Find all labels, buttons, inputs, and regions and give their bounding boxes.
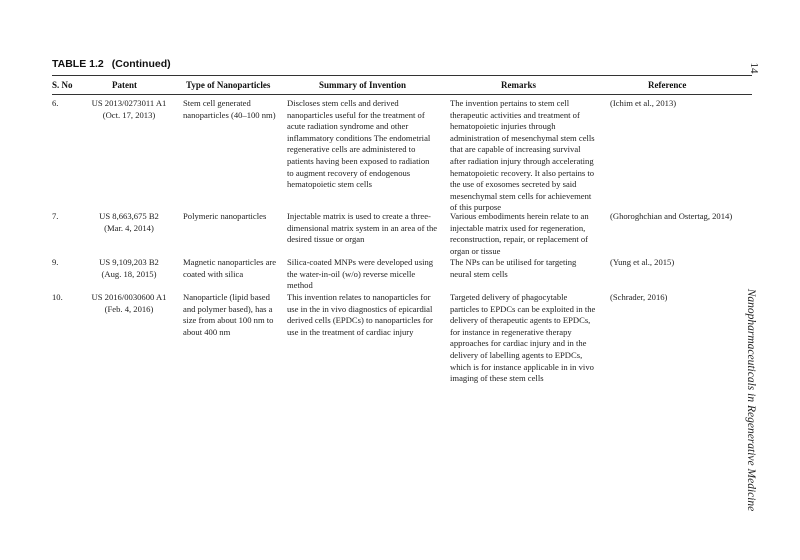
column-header-reference: Reference	[648, 80, 687, 90]
table-header-rule	[52, 94, 752, 95]
cell-reference: (Ghoroghchian and Ostertag, 2014)	[610, 211, 733, 221]
cell-sno: 10.	[52, 292, 63, 302]
cell-patent	[84, 211, 174, 234]
column-header-sno: S. No	[52, 80, 73, 90]
cell-reference: (Ichim et al., 2013)	[610, 98, 677, 108]
cell-sno: 9.	[52, 257, 59, 267]
patent-date: (Mar. 4, 2014)	[104, 222, 154, 233]
cell-remarks: The NPs can be utilised for targeting neural stem cells	[450, 257, 577, 279]
table-caption	[52, 58, 171, 70]
column-header-patent: Patent	[112, 80, 137, 90]
patent-number: US 2013/0273011 A1	[91, 98, 167, 108]
column-header-type: Type of Nanoparticles	[186, 80, 271, 90]
cell-summary: This invention relates to nanoparticles for use in the in vivo diagnostics of epicardial derived cells (EPDCs) to nanoparticles for use in the treatment of cardiac injury	[287, 292, 433, 337]
cell-summary: Injectable matrix is used to create a three-dimensional matrix system in an area of the desired tissue or organ	[287, 211, 438, 245]
patent-number: US 8,663,675 B2	[99, 211, 159, 221]
patent-date: (Feb. 4, 2016)	[104, 303, 154, 314]
cell-remarks: Targeted delivery of phagocytable particles to EPDCs can be exploited in the delivery of therapeutic agents to EPDCs, for instance in regenerative therapy approaches for cardiac injury and in the delivery of labelling agents to EPDCs, which is for instance applicable in in vivo imaging of these stem cells	[450, 292, 596, 384]
cell-type: Magnetic nanoparticles are coated with silica	[183, 257, 277, 279]
cell-type: Polymeric nanoparticles	[183, 211, 267, 221]
cell-remarks: Various embodiments herein relate to an injectable matrix used for regeneration, reconstruction, repair, or replacement of organ or tissue	[450, 211, 589, 256]
table-continued: (Continued)	[111, 58, 171, 70]
cell-type: Stem cell generated nanoparticles (40–100 nm)	[183, 98, 276, 120]
page-number: 14	[748, 62, 760, 74]
patent-date: (Oct. 17, 2013)	[102, 109, 156, 120]
cell-sno: 6.	[52, 98, 59, 108]
patent-number: US 9,109,203 B2	[99, 257, 159, 267]
running-title: Nanopharmaceuticals in Regenerative Medicine	[745, 288, 757, 512]
column-header-remarks: Remarks	[501, 80, 536, 90]
cell-sno: 7.	[52, 211, 59, 221]
cell-summary: Silica-coated MNPs were developed using the water-in-oil (w/o) reverse micelle method	[287, 257, 434, 291]
patent-number: US 2016/0030600 A1	[91, 292, 167, 302]
cell-reference: (Schrader, 2016)	[610, 292, 668, 302]
patent-date: (Aug. 18, 2015)	[101, 268, 157, 279]
table-top-rule	[52, 75, 752, 76]
cell-patent	[84, 292, 174, 315]
table-label: TABLE 1.2	[52, 58, 104, 70]
cell-remarks: The invention pertains to stem cell therapeutic activities and treatment of hematopoietic injuries through administration of mesenchymal stem cells that are capable of increasing survival after radiation injury through accelerating hematopoietic recovery. It also pertains to the use of exosomes secreted by said mesenchymal stem cells for achievement of this purpose	[450, 98, 595, 213]
cell-type: Nanoparticle (lipid based and polymer based), has a size from about 100 nm to about 400 nm	[183, 292, 274, 337]
cell-summary: Discloses stem cells and derived nanoparticles useful for the treatment of acute radiation syndrome and other inflammatory conditions The endometrial regenerative cells are administered to patients having been exposed to radiation to augment recovery of endogenous hematopoietic stem cells	[287, 98, 431, 190]
column-header-summary: Summary of Invention	[319, 80, 407, 90]
cell-patent	[84, 98, 174, 121]
cell-reference: (Yung et al., 2015)	[610, 257, 675, 267]
cell-patent	[84, 257, 174, 280]
